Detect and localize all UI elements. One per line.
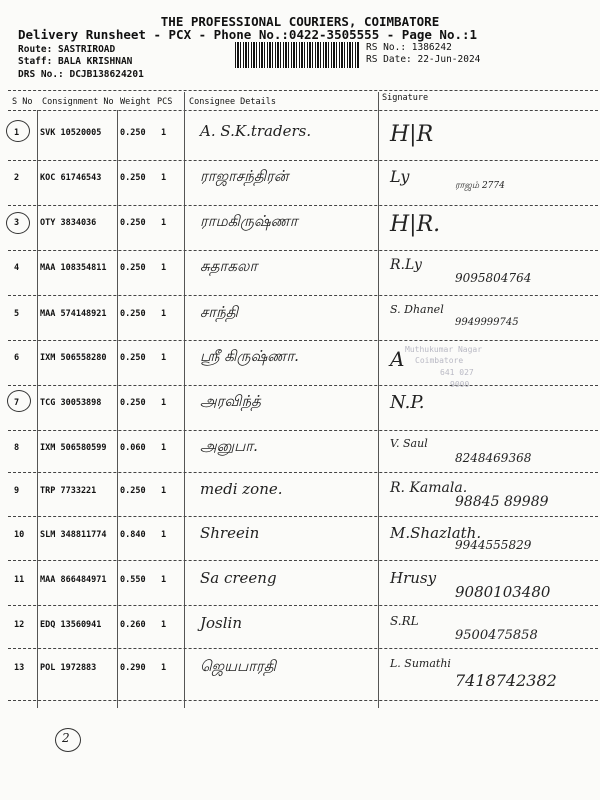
row-pcs: 1 — [161, 263, 167, 273]
row-divider — [8, 295, 598, 296]
row-consignment-no: IXM 506580599 — [40, 443, 107, 453]
runsheet-title: Delivery Runsheet - PCX - Phone No.:0422-3505555 - Page No.:1 — [18, 27, 478, 42]
row-consignee: ராஜாசந்திரன் — [200, 167, 289, 185]
row-consignment-no: MAA 866484971 — [40, 575, 107, 585]
row-consignee: ராமகிருஷ்ணா — [200, 212, 298, 230]
circled-sno-mark — [7, 390, 31, 412]
row-weight: 0.260 — [120, 620, 146, 630]
col-signature-header: Signature — [382, 93, 429, 103]
row-consignee: அனுபா. — [200, 437, 258, 455]
row-consignee: medi zone. — [200, 480, 283, 498]
row-pcs: 1 — [161, 620, 167, 630]
row-consignment-no: SLM 348811774 — [40, 530, 107, 540]
row-signature-note: 9080103480 — [455, 583, 551, 601]
row-sno: 13 — [14, 663, 25, 673]
row-sno: 7 — [14, 398, 20, 408]
stamp-line: 641 027 — [440, 368, 474, 377]
row-consignee: Shreein — [200, 524, 260, 542]
rs-number: RS No.: 1386242 — [366, 42, 452, 53]
row-signature-note: ராஜம் 2774 — [455, 181, 505, 191]
row-consignment-no: OTY 3834036 — [40, 218, 97, 228]
row-pcs: 1 — [161, 353, 167, 363]
row-consignee: அரவிந்த் — [200, 392, 261, 410]
header-bottom-rule — [8, 110, 598, 111]
rs-date: RS Date: 22-Jun-2024 — [366, 54, 481, 65]
row-weight: 0.250 — [120, 398, 146, 408]
row-signature: N.P. — [390, 392, 425, 413]
row-consignment-no: TCG 30053898 — [40, 398, 102, 408]
row-sno: 11 — [14, 575, 25, 585]
row-signature: A — [390, 347, 405, 371]
row-signature: Hrusy — [390, 569, 437, 587]
row-weight: 0.250 — [120, 353, 146, 363]
row-sno: 10 — [14, 530, 25, 540]
row-sno: 6 — [14, 353, 20, 363]
row-divider — [8, 340, 598, 341]
row-signature: S. Dhanel — [390, 303, 444, 316]
column-divider — [184, 92, 185, 708]
row-consignment-no: POL 1972883 — [40, 663, 97, 673]
row-pcs: 1 — [161, 398, 167, 408]
row-consignment-no: IXM 506558280 — [40, 353, 107, 363]
row-signature-note: 7418742382 — [455, 671, 557, 690]
row-signature-note: 9944555829 — [455, 538, 532, 552]
col-sno-header: S No — [12, 97, 33, 107]
col-weight-header: Weight — [120, 97, 151, 107]
row-consignment-no: EDQ 13560941 — [40, 620, 102, 630]
row-consignee: சாந்தி — [200, 303, 239, 321]
row-signature: Ly — [390, 167, 410, 186]
col-consignment-header: Consignment No — [42, 97, 114, 107]
stamp-line: Coimbatore — [415, 356, 464, 365]
row-divider — [8, 430, 598, 431]
row-signature-note: 9095804764 — [455, 271, 532, 285]
row-sno: 12 — [14, 620, 25, 630]
row-signature: R.Ly — [390, 257, 422, 273]
row-sno: 4 — [14, 263, 20, 273]
row-consignee: A. S.K.traders. — [200, 122, 312, 140]
drs-number: DRS No.: DCJB138624201 — [18, 69, 144, 80]
stamp-line: Muthukumar Nagar — [405, 345, 483, 354]
row-consignment-no: TRP 7733221 — [40, 486, 97, 496]
row-divider — [8, 385, 598, 386]
row-consignment-no: KOC 61746543 — [40, 173, 102, 183]
column-divider — [378, 92, 379, 708]
row-signature: H|R — [390, 122, 434, 147]
col-consignee-header: Consignee Details — [189, 97, 276, 107]
row-divider — [8, 205, 598, 206]
row-signature-note: 8248469368 — [455, 451, 532, 465]
row-pcs: 1 — [161, 218, 167, 228]
row-divider — [8, 516, 598, 517]
row-signature-note: 9949999745 — [455, 317, 519, 328]
row-pcs: 1 — [161, 173, 167, 183]
row-weight: 0.060 — [120, 443, 146, 453]
row-pcs: 1 — [161, 530, 167, 540]
row-signature: L. Sumathi — [390, 657, 451, 670]
col-pcs-header: PCS — [157, 97, 173, 107]
row-signature: V. Saul — [390, 437, 428, 450]
stamp-line: 9000 — [450, 380, 470, 389]
row-consignment-no: MAA 108354811 — [40, 263, 107, 273]
circled-sno-mark — [6, 120, 30, 142]
row-weight: 0.250 — [120, 309, 146, 319]
route-label: Route: SASTRIROAD — [18, 44, 116, 55]
row-pcs: 1 — [161, 575, 167, 585]
row-signature: S.RL — [390, 614, 419, 628]
column-divider — [117, 110, 118, 708]
row-sno: 5 — [14, 309, 20, 319]
row-weight: 0.250 — [120, 173, 146, 183]
row-weight: 0.250 — [120, 486, 146, 496]
row-divider — [8, 605, 598, 606]
row-signature: M.Shazlath. — [390, 524, 482, 542]
row-signature: H|R. — [390, 212, 441, 237]
page-number-handwritten: 2 — [62, 731, 70, 745]
row-weight: 0.250 — [120, 218, 146, 228]
row-divider — [8, 648, 598, 649]
row-weight: 0.840 — [120, 530, 146, 540]
row-consignee: ஸ்ரீ கிருஷ்ணா. — [200, 347, 299, 365]
row-divider — [8, 472, 598, 473]
column-divider — [37, 110, 38, 708]
company-name: THE PROFESSIONAL COURIERS, COIMBATORE — [160, 14, 440, 29]
row-pcs: 1 — [161, 663, 167, 673]
row-pcs: 1 — [161, 309, 167, 319]
row-sno: 3 — [14, 218, 20, 228]
barcode — [235, 42, 360, 68]
row-sno: 9 — [14, 486, 20, 496]
row-weight: 0.550 — [120, 575, 146, 585]
row-pcs: 1 — [161, 486, 167, 496]
row-divider — [8, 250, 598, 251]
row-sno: 8 — [14, 443, 20, 453]
row-sno: 1 — [14, 128, 20, 138]
row-divider — [8, 160, 598, 161]
row-signature-note: 9500475858 — [455, 628, 538, 643]
row-weight: 0.250 — [120, 128, 146, 138]
row-consignee: ஜெயபாரதி — [200, 657, 277, 675]
row-signature-note: 98845 89989 — [455, 494, 549, 510]
row-sno: 2 — [14, 173, 20, 183]
row-consignee: Joslin — [200, 614, 242, 632]
row-consignment-no: MAA 574148921 — [40, 309, 107, 319]
row-divider — [8, 700, 598, 701]
row-pcs: 1 — [161, 443, 167, 453]
row-weight: 0.290 — [120, 663, 146, 673]
row-consignee: Sa creeng — [200, 569, 277, 587]
row-consignment-no: SVK 10520005 — [40, 128, 102, 138]
header-top-rule — [8, 90, 598, 91]
staff-label: Staff: BALA KRISHNAN — [18, 56, 133, 67]
row-weight: 0.250 — [120, 263, 146, 273]
row-signature: R. Kamala. — [390, 480, 468, 496]
row-consignee: சுதாகலா — [200, 257, 258, 275]
row-pcs: 1 — [161, 128, 167, 138]
circled-sno-mark — [6, 212, 30, 234]
row-divider — [8, 560, 598, 561]
